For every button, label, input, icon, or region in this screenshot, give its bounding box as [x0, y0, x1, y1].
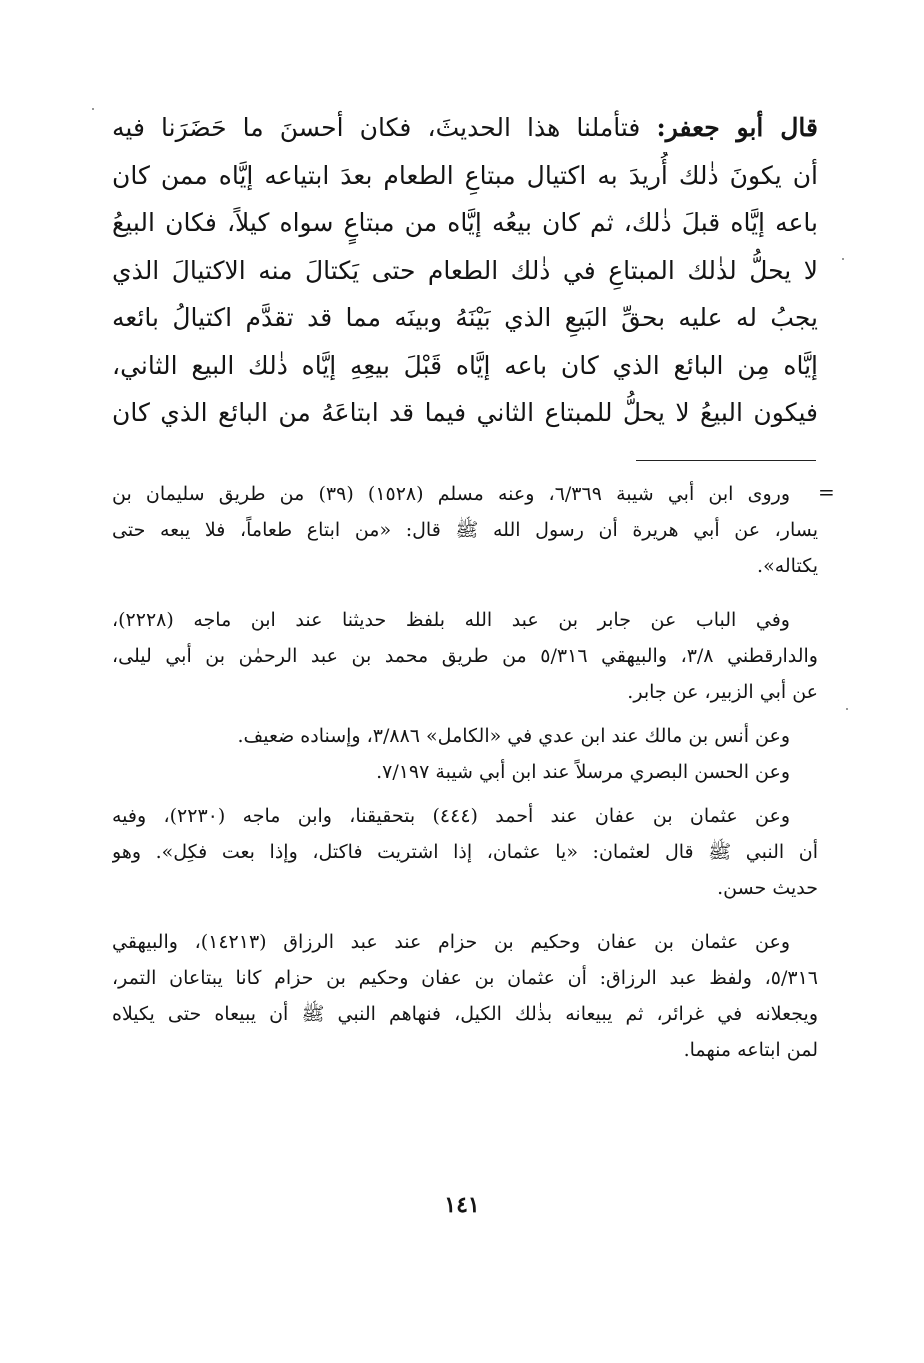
footnote-line: وعن أنس بن مالك عند ابن عدي في «الكامل» ٣/٨٨٦، وإسناده ضعيف. [237, 725, 790, 747]
footnote-line: وعن الحسن البصري مرسلاً عند ابن أبي شيبة ٧/١٩٧. [376, 761, 790, 783]
scan-speck [846, 708, 848, 710]
footnotes [112, 476, 818, 1068]
footnote-continuation-marker: = [818, 480, 835, 504]
footnote-line: وعن عثمان بن عفان وحكيم بن حزام عند عبد الرزاق (١٤٢١٣)، والبيهقي [112, 931, 791, 953]
footnote-line: والدارقطني ٣/٨، والبيهقي ٥/٣١٦ من طريق محمد بن عبد الرحمٰن بن أبي ليلى، [112, 645, 818, 667]
main-text-line: أن يكونَ ذٰلك أُريدَ به اكتيال مبتاعِ الطعام بعدَ ابتياعه إيَّاه ممن كان [112, 160, 818, 190]
footnote-line: أن النبي ﷺ قال لعثمان: «يا عثمان، إذا اشتريت فاكتل، وإذا بعت فكِل». وهو [112, 841, 818, 863]
main-text-lead: قال أبو جعفر: [656, 113, 818, 142]
footnote-line: ٥/٣١٦، ولفظ عبد الرزاق: أن عثمان بن عفان وحكيم بن حزام كانا يبتاعان التمر، [112, 967, 818, 989]
page-number: ١٤١ [444, 1192, 480, 1218]
main-text-line: إيَّاه مِن البائع الذي كان باعه إيَّاه قَبْلَ بيعِهِ إيَّاه ذٰلك البيع الثاني، [112, 350, 818, 380]
paragraph-gap [112, 790, 818, 798]
main-text-line: يجبُ له عليه بحقِّ البَيعِ الذي بَيْنَهُ وبينَه مما قد تقدَّم اكتيالُ بائعه [112, 303, 818, 332]
main-text-line: باعه إيَّاه قبلَ ذٰلك، ثم كان بيعُه إيَّاه من مبتاعٍ سواه كيلاً، فكان البيعُ [112, 208, 818, 237]
footnote-line: وعن عثمان بن عفان عند أحمد (٤٤٤) بتحقيقنا، وابن ماجه (٢٢٣٠)، وفيه [112, 805, 791, 827]
paragraph-gap [112, 906, 818, 924]
footnote-line: يسار، عن أبي هريرة أن رسول الله ﷺ قال: «من ابتاع طعاماً، فلا يبعه حتى [112, 519, 818, 541]
footnote-line: يكتاله». [757, 555, 818, 577]
main-text-line-rest: فتأملنا هذا الحديثَ، فكان أحسنَ ما حَضَرَنا فيه [112, 113, 657, 142]
footnote-line: عن أبي الزبير، عن جابر. [627, 681, 818, 703]
main-text-line [112, 104, 818, 152]
main-text-body [112, 104, 818, 437]
scan-speck [842, 258, 844, 260]
main-text-line: لا يحلُّ لذٰلك المبتاعِ في ذٰلك الطعام حتى يَكتالَ منه الاكتيالَ الذي [112, 255, 818, 285]
footnote-line: حديث حسن. [717, 877, 818, 899]
main-text-line: فيكون البيعُ لا يحلُّ للمبتاع الثاني فيما قد ابتاعَهُ من البائع الذي كان [112, 398, 818, 427]
footnote-line: لمن ابتاعه منهما. [683, 1039, 818, 1061]
footnote-line: وفي الباب عن جابر بن عبد الله بلفظ حديثنا عند ابن ماجه (٢٢٢٨)، [112, 609, 790, 631]
paragraph-gap [112, 710, 818, 718]
footnote-line: وروى ابن أبي شيبة ٦/٣٦٩، وعنه مسلم (١٥٢٨) (٣٩) من طريق سليمان بن [112, 483, 790, 505]
footnote-line: ويجعلانه في غرائر، ثم يبيعانه بذٰلك الكيل، فنهاهم النبي ﷺ أن يبيعاه حتى يكيلاه [112, 1003, 818, 1025]
paragraph-gap [112, 584, 818, 602]
scan-speck [92, 108, 94, 110]
footnote-separator [636, 460, 816, 461]
